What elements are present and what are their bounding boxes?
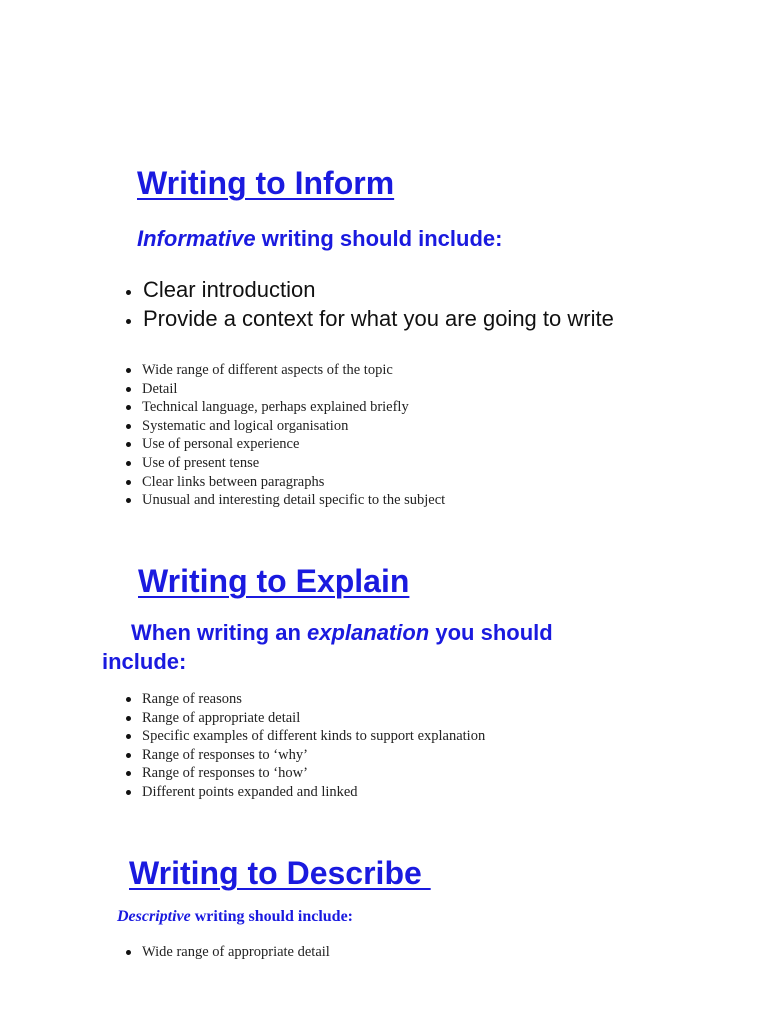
inform-intro-rest: writing should include: (255, 226, 503, 251)
list-item: Detail (123, 380, 445, 399)
heading-writing-to-inform: Writing to Inform (137, 165, 395, 201)
list-item: Unusual and interesting detail specific to the subject (123, 491, 445, 510)
list-item: Clear links between paragraphs (123, 473, 445, 492)
heading-writing-to-explain: Writing to Explain (138, 563, 410, 599)
list-item: Wide range of appropriate detail (123, 943, 330, 962)
heading-writing-to-describe: Writing to Describe (129, 855, 431, 891)
list-item: Range of responses to ‘how’ (123, 764, 485, 783)
inform-major-list (123, 275, 643, 333)
describe-intro-rest: writing should include: (190, 908, 354, 925)
list-item: Systematic and logical organisation (123, 417, 445, 436)
list-item: Specific examples of different kinds to support explanation (123, 727, 485, 746)
inform-detail-list (123, 361, 445, 510)
list-item: Range of reasons (123, 690, 485, 709)
describe-intro (117, 908, 353, 926)
describe-intro-emphasis: Descriptive (117, 908, 191, 925)
inform-intro (137, 226, 502, 252)
explain-intro-emphasis: explanation (307, 620, 430, 645)
list-item: Clear introduction (123, 275, 643, 304)
list-item: Use of present tense (123, 454, 445, 473)
explain-intro-after: you should include: (102, 620, 553, 674)
explain-intro-before: When writing an (131, 620, 307, 645)
list-item: Use of personal experience (123, 435, 445, 454)
describe-list (123, 943, 330, 962)
list-item: Range of responses to ‘why’ (123, 746, 485, 765)
list-item: Provide a context for what you are going to write (123, 304, 643, 333)
list-item: Range of appropriate detail (123, 709, 485, 728)
list-item: Technical language, perhaps explained briefly (123, 398, 445, 417)
inform-intro-emphasis: Informative (137, 226, 256, 251)
explain-list (123, 690, 485, 802)
list-item: Wide range of different aspects of the topic (123, 361, 445, 380)
list-item: Different points expanded and linked (123, 783, 485, 802)
explain-intro (102, 618, 642, 676)
